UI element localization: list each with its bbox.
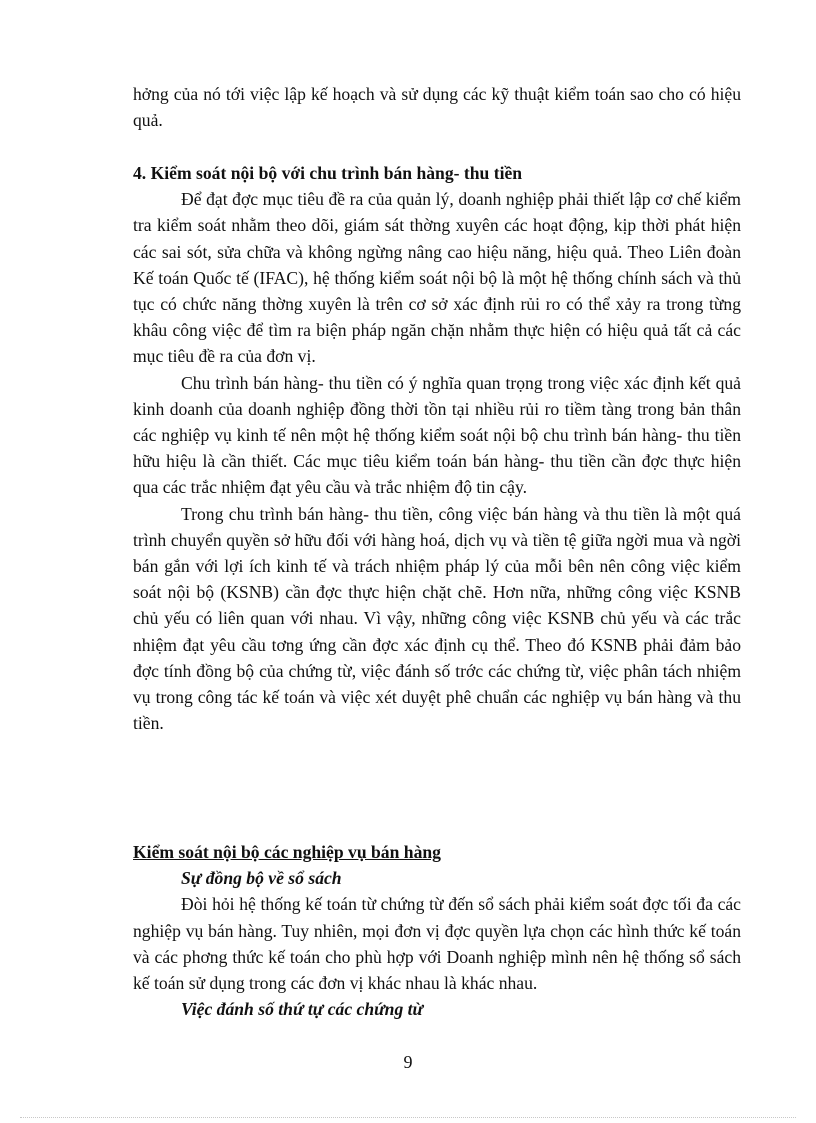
page-bottom-divider [20, 1117, 796, 1118]
section-4-paragraph-1: Để đạt đợc mục tiêu đề ra của quản lý, doanh nghiệp phải thiết lập cơ chế kiểm tra kiểm soát nhằm theo dõi, giám sát thờng xuyên các hoạt động, kịp thời phát hiện các sai sót, sửa chữa và không ngừng nâng cao hiệu năng, hiệu quả. Theo Liên đoàn Kế toán Quốc tế (IFAC), hệ thống kiểm soát nội bộ là một hệ thống chính sách và thủ tục có chức năng thờng xuyên là trên cơ sở xác định rủi ro có thể xảy ra trong từng khâu công việc để tìm ra biện pháp ngăn chặn nhằm thực hiện có hiệu quả tất cả các mục tiêu đề ra của đơn vị. [133, 189, 741, 367]
sync-books-subheading: Sự đồng bộ về sổ sách [181, 868, 342, 889]
sales-control-block [133, 839, 741, 1022]
intro-block [133, 81, 741, 133]
page-number: 9 [403, 1052, 413, 1072]
section-4-paragraph-2: Chu trình bán hàng- thu tiền có ý nghĩa quan trọng trong việc xác định kết quả kinh doanh của doanh nghiệp đồng thời tồn tại nhiều rủi ro tiềm tàng trong bản thân các nghiệp vụ kinh tế nên một hệ thống kiểm soát nội bộ chu trình bán hàng- thu tiền hữu hiệu là cần thiết. Các mục tiêu kiểm toán bán hàng- thu tiền cần đợc thực hiện qua các trắc nhiệm đạt yêu cầu và trắc nhiệm độ tin cậy. [133, 372, 741, 498]
intro-paragraph: hởng của nó tới việc lập kế hoạch và sử dụng các kỹ thuật kiểm toán sao cho có hiệu quả. [133, 84, 741, 131]
section-4-paragraph-3: Trong chu trình bán hàng- thu tiền, công việc bán hàng và thu tiền là một quá trình chuyển quyền sở hữu đối với hàng hoá, dịch vụ và tiền tệ giữa ngời mua và ngời bán gắn với lợi ích kinh tế và trách nhiệm pháp lý của mỗi bên nên công việc kiểm soát nội bộ (KSNB) cần đợc thực hiện chặt chẽ. Hơn nữa, những công việc KSNB chủ yếu có liên quan với nhau. Vì vậy, những công việc KSNB chủ yếu và các trắc nhiệm đạt yêu cầu tơng ứng cần đợc xác định cụ thể. Theo đó KSNB phải đảm bảo đợc tính đồng bộ của chứng từ, việc đánh số trớc các chứng từ, việc phân tách nhiệm vụ trong công tác kế toán và việc xét duyệt phê chuẩn các nghiệp vụ bán hàng và thu tiền. [133, 503, 741, 734]
section-4-block [133, 160, 741, 736]
sync-books-paragraph: Đòi hỏi hệ thống kế toán từ chứng từ đến sổ sách phải kiểm soát đợc tối đa các nghiệp vụ bán hàng. Tuy nhiên, mọi đơn vị đợc quyền lựa chọn các hình thức kế toán và các phơng thức kế toán cho phù hợp với Doanh nghiệp mình nên hệ thống sổ sách kế toán sử dụng trong các đơn vị khác nhau là khác nhau. [133, 894, 741, 994]
section-4-heading: 4. Kiểm soát nội bộ với chu trình bán hàng- thu tiền [133, 163, 523, 183]
document-numbering-subheading: Việc đánh số thứ tự các chứng từ [181, 999, 424, 1020]
sales-control-heading: Kiểm soát nội bộ các nghiệp vụ bán hàng [133, 842, 441, 862]
